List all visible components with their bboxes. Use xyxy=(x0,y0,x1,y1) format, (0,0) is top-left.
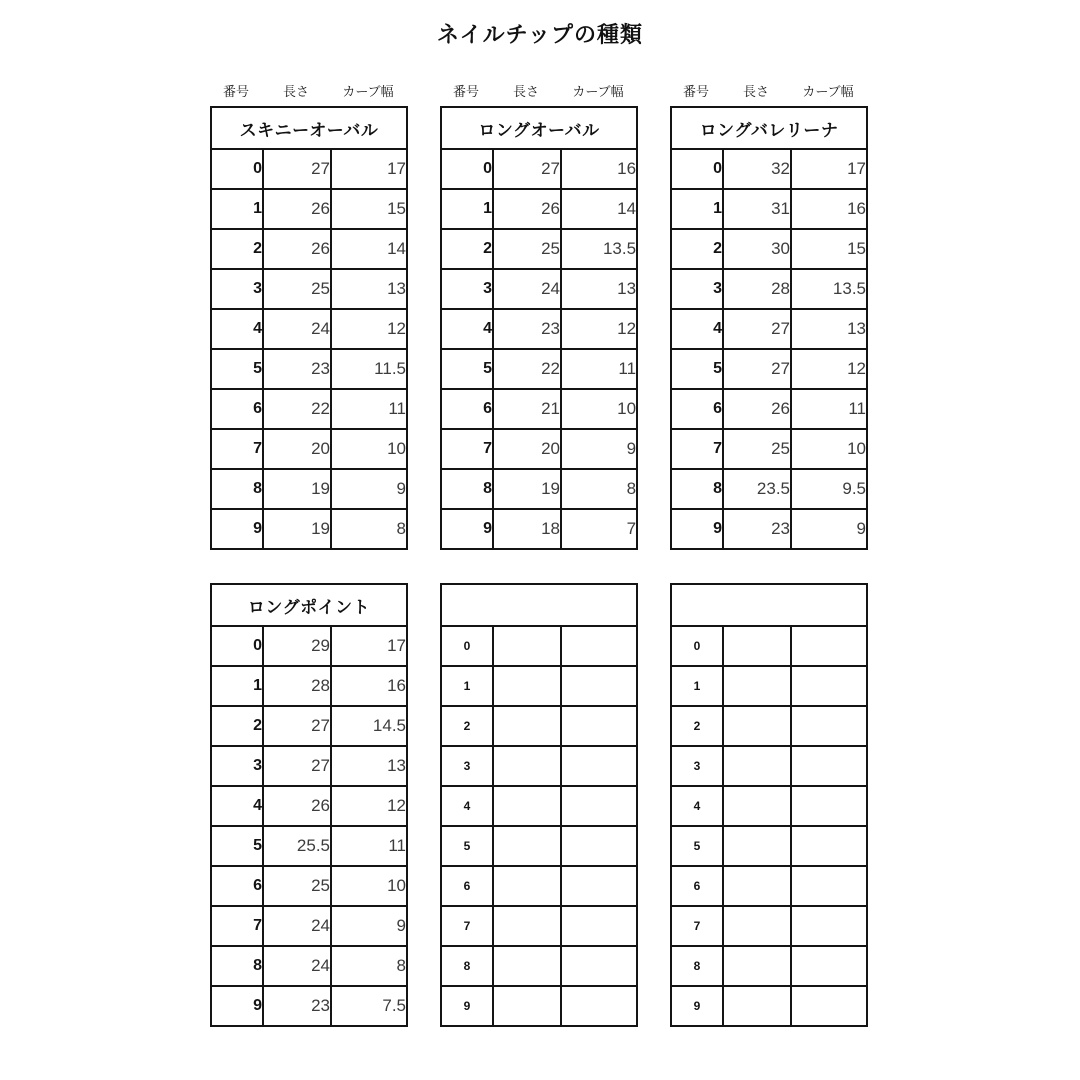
table-title xyxy=(441,584,637,626)
table-row xyxy=(211,866,407,906)
table-row xyxy=(211,746,407,786)
length-cell xyxy=(493,866,561,906)
curve-width-cell: 12 xyxy=(331,786,407,826)
row-number-cell: 8 xyxy=(441,946,493,986)
table-row xyxy=(671,269,867,309)
row-number-cell: 4 xyxy=(441,786,493,826)
length-cell: 23 xyxy=(263,349,331,389)
curve-width-cell: 16 xyxy=(561,149,637,189)
row-number-cell: 8 xyxy=(671,469,723,509)
table-row xyxy=(211,666,407,706)
table-title-row xyxy=(671,584,867,626)
table-row xyxy=(671,906,867,946)
length-cell: 25 xyxy=(723,429,791,469)
length-cell: 25.5 xyxy=(263,826,331,866)
table-row xyxy=(671,189,867,229)
column-headers xyxy=(210,80,406,100)
curve-width-cell: 9 xyxy=(331,469,407,509)
curve-width-cell xyxy=(791,786,867,826)
row-number-cell: 5 xyxy=(441,826,493,866)
curve-width-cell: 13 xyxy=(561,269,637,309)
row-number-cell: 2 xyxy=(211,229,263,269)
table-row xyxy=(211,786,407,826)
length-cell: 22 xyxy=(493,349,561,389)
length-cell: 27 xyxy=(263,706,331,746)
row-number-cell: 8 xyxy=(211,469,263,509)
table-row xyxy=(211,906,407,946)
row-number-cell: 3 xyxy=(671,746,723,786)
curve-width-cell: 17 xyxy=(331,149,407,189)
column-headers xyxy=(670,80,866,100)
length-cell xyxy=(723,666,791,706)
table-row xyxy=(671,946,867,986)
curve-width-cell xyxy=(791,826,867,866)
length-cell: 28 xyxy=(263,666,331,706)
row-number-cell: 6 xyxy=(211,866,263,906)
row-number-cell: 4 xyxy=(671,309,723,349)
row-number-cell: 0 xyxy=(211,149,263,189)
curve-width-cell xyxy=(791,746,867,786)
length-cell xyxy=(493,746,561,786)
table-skinny-oval xyxy=(210,106,408,550)
table-row xyxy=(441,229,637,269)
row-number-cell: 2 xyxy=(211,706,263,746)
row-number-cell: 4 xyxy=(211,786,263,826)
table-title xyxy=(671,584,867,626)
curve-width-cell xyxy=(791,986,867,1026)
length-cell: 24 xyxy=(493,269,561,309)
length-cell: 23 xyxy=(493,309,561,349)
curve-width-cell: 16 xyxy=(791,189,867,229)
curve-width-cell: 9 xyxy=(561,429,637,469)
table-row xyxy=(211,349,407,389)
table-row xyxy=(671,746,867,786)
row-number-cell: 0 xyxy=(671,626,723,666)
curve-width-cell xyxy=(561,706,637,746)
table-row xyxy=(441,389,637,429)
table-row xyxy=(441,866,637,906)
table-group-long-ballerina xyxy=(670,80,866,550)
table-row xyxy=(441,746,637,786)
row-number-cell: 3 xyxy=(211,269,263,309)
table-row xyxy=(441,189,637,229)
curve-width-cell: 12 xyxy=(331,309,407,349)
length-cell: 25 xyxy=(493,229,561,269)
table-row xyxy=(211,269,407,309)
row-number-cell: 4 xyxy=(671,786,723,826)
row-number-cell: 2 xyxy=(441,706,493,746)
length-cell: 26 xyxy=(263,229,331,269)
table-title-row xyxy=(671,107,867,149)
table-group-blank-1 xyxy=(440,583,636,1027)
curve-width-cell: 17 xyxy=(331,626,407,666)
curve-width-cell xyxy=(791,666,867,706)
length-cell xyxy=(493,626,561,666)
length-cell xyxy=(723,986,791,1026)
curve-width-cell: 11 xyxy=(561,349,637,389)
curve-width-cell: 10 xyxy=(331,866,407,906)
curve-width-cell xyxy=(791,626,867,666)
length-cell xyxy=(493,826,561,866)
row-number-cell: 9 xyxy=(441,509,493,549)
curve-width-cell xyxy=(561,666,637,706)
length-cell: 27 xyxy=(723,349,791,389)
column-header-curve-width: カーブ幅 xyxy=(572,84,624,99)
table-row xyxy=(671,309,867,349)
curve-width-cell: 9.5 xyxy=(791,469,867,509)
column-header-length: 長さ xyxy=(742,84,769,99)
table-row xyxy=(441,309,637,349)
length-cell: 20 xyxy=(263,429,331,469)
curve-width-cell: 10 xyxy=(561,389,637,429)
page-title: ネイルチップの種類 xyxy=(437,22,643,47)
curve-width-cell xyxy=(791,946,867,986)
curve-width-cell: 16 xyxy=(331,666,407,706)
row-number-cell: 3 xyxy=(441,269,493,309)
row-number-cell: 1 xyxy=(211,666,263,706)
table-blank-1 xyxy=(440,583,638,1027)
column-header-length: 長さ xyxy=(282,84,309,99)
curve-width-cell: 17 xyxy=(791,149,867,189)
curve-width-cell: 14 xyxy=(331,229,407,269)
length-cell: 25 xyxy=(263,269,331,309)
table-row xyxy=(671,666,867,706)
length-cell xyxy=(493,666,561,706)
table-row xyxy=(671,149,867,189)
curve-width-cell: 12 xyxy=(791,349,867,389)
table-row xyxy=(211,309,407,349)
length-cell: 32 xyxy=(723,149,791,189)
row-number-cell: 7 xyxy=(211,906,263,946)
curve-width-cell: 9 xyxy=(331,906,407,946)
table-long-ballerina xyxy=(670,106,868,550)
table-title: ロングバレリーナ xyxy=(671,107,867,149)
table-row xyxy=(211,429,407,469)
row-number-cell: 7 xyxy=(671,906,723,946)
table-title: ロングポイント xyxy=(211,584,407,626)
table-row xyxy=(441,666,637,706)
curve-width-cell: 14.5 xyxy=(331,706,407,746)
table-row xyxy=(671,986,867,1026)
curve-width-cell: 13 xyxy=(331,746,407,786)
table-row xyxy=(211,469,407,509)
column-header-length: 長さ xyxy=(512,84,539,99)
row-number-cell: 3 xyxy=(671,269,723,309)
row-number-cell: 6 xyxy=(211,389,263,429)
length-cell: 24 xyxy=(263,309,331,349)
length-cell: 26 xyxy=(493,189,561,229)
curve-width-cell: 9 xyxy=(791,509,867,549)
row-number-cell: 0 xyxy=(441,626,493,666)
length-cell xyxy=(723,866,791,906)
table-row xyxy=(671,626,867,666)
row-number-cell: 7 xyxy=(211,429,263,469)
length-cell: 31 xyxy=(723,189,791,229)
curve-width-cell: 15 xyxy=(331,189,407,229)
length-cell: 19 xyxy=(493,469,561,509)
length-cell: 26 xyxy=(263,786,331,826)
length-cell: 21 xyxy=(493,389,561,429)
curve-width-cell xyxy=(561,946,637,986)
curve-width-cell: 7.5 xyxy=(331,986,407,1026)
row-number-cell: 1 xyxy=(671,189,723,229)
row-number-cell: 8 xyxy=(441,469,493,509)
table-row xyxy=(441,509,637,549)
row-number-cell: 1 xyxy=(441,189,493,229)
table-row xyxy=(211,706,407,746)
length-cell: 26 xyxy=(723,389,791,429)
length-cell xyxy=(723,786,791,826)
table-row xyxy=(211,626,407,666)
row-number-cell: 4 xyxy=(211,309,263,349)
curve-width-cell: 13 xyxy=(331,269,407,309)
table-blank-2 xyxy=(670,583,868,1027)
table-group-long-oval xyxy=(440,80,636,550)
curve-width-cell: 14 xyxy=(561,189,637,229)
row-number-cell: 5 xyxy=(671,826,723,866)
length-cell xyxy=(493,786,561,826)
length-cell: 23 xyxy=(723,509,791,549)
column-header-number: 番号 xyxy=(222,84,249,99)
curve-width-cell: 13.5 xyxy=(561,229,637,269)
table-row xyxy=(671,349,867,389)
curve-width-cell: 13 xyxy=(791,309,867,349)
row-number-cell: 7 xyxy=(441,906,493,946)
row-number-cell: 5 xyxy=(211,826,263,866)
table-group-blank-2 xyxy=(670,583,866,1027)
table-row xyxy=(671,786,867,826)
table-row xyxy=(671,469,867,509)
curve-width-cell xyxy=(791,906,867,946)
row-number-cell: 3 xyxy=(211,746,263,786)
table-row xyxy=(211,189,407,229)
row-number-cell: 2 xyxy=(671,706,723,746)
length-cell: 27 xyxy=(263,149,331,189)
curve-width-cell xyxy=(561,746,637,786)
curve-width-cell xyxy=(561,786,637,826)
table-title-row xyxy=(211,107,407,149)
curve-width-cell xyxy=(791,706,867,746)
table-row xyxy=(671,509,867,549)
curve-width-cell: 8 xyxy=(561,469,637,509)
length-cell: 27 xyxy=(263,746,331,786)
length-cell xyxy=(493,946,561,986)
length-cell: 27 xyxy=(493,149,561,189)
curve-width-cell xyxy=(561,986,637,1026)
curve-width-cell xyxy=(561,866,637,906)
curve-width-cell: 12 xyxy=(561,309,637,349)
table-row xyxy=(211,389,407,429)
length-cell: 27 xyxy=(723,309,791,349)
row-number-cell: 2 xyxy=(441,229,493,269)
table-row xyxy=(671,706,867,746)
row-number-cell: 3 xyxy=(441,746,493,786)
length-cell xyxy=(723,746,791,786)
length-cell xyxy=(723,906,791,946)
length-cell: 22 xyxy=(263,389,331,429)
curve-width-cell: 11 xyxy=(331,389,407,429)
table-row xyxy=(211,229,407,269)
curve-width-cell: 10 xyxy=(791,429,867,469)
row-number-cell: 4 xyxy=(441,309,493,349)
row-number-cell: 1 xyxy=(671,666,723,706)
table-group-long-point xyxy=(210,583,406,1027)
table-row xyxy=(671,826,867,866)
row-number-cell: 8 xyxy=(671,946,723,986)
row-number-cell: 5 xyxy=(671,349,723,389)
row-number-cell: 0 xyxy=(671,149,723,189)
row-number-cell: 5 xyxy=(441,349,493,389)
length-cell: 20 xyxy=(493,429,561,469)
table-row xyxy=(671,866,867,906)
table-row xyxy=(441,786,637,826)
length-cell: 23.5 xyxy=(723,469,791,509)
column-header-curve-width: カーブ幅 xyxy=(342,84,394,99)
column-header-curve-width: カーブ幅 xyxy=(802,84,854,99)
length-cell: 30 xyxy=(723,229,791,269)
curve-width-cell: 13.5 xyxy=(791,269,867,309)
table-title-row xyxy=(441,584,637,626)
table-row xyxy=(441,349,637,389)
row-number-cell: 6 xyxy=(671,389,723,429)
table-row xyxy=(671,229,867,269)
row-number-cell: 0 xyxy=(211,626,263,666)
length-cell: 25 xyxy=(263,866,331,906)
curve-width-cell xyxy=(791,866,867,906)
row-number-cell: 2 xyxy=(671,229,723,269)
table-row xyxy=(441,986,637,1026)
row-number-cell: 0 xyxy=(441,149,493,189)
table-row xyxy=(211,946,407,986)
table-long-point xyxy=(210,583,408,1027)
length-cell: 24 xyxy=(263,946,331,986)
curve-width-cell xyxy=(561,906,637,946)
table-row xyxy=(211,826,407,866)
curve-width-cell: 11 xyxy=(791,389,867,429)
curve-width-cell: 15 xyxy=(791,229,867,269)
row-number-cell: 9 xyxy=(211,509,263,549)
row-number-cell: 1 xyxy=(441,666,493,706)
table-row xyxy=(441,149,637,189)
curve-width-cell: 7 xyxy=(561,509,637,549)
table-row xyxy=(441,269,637,309)
table-title-row xyxy=(211,584,407,626)
row-number-cell: 9 xyxy=(211,986,263,1026)
length-cell: 28 xyxy=(723,269,791,309)
table-title-row xyxy=(441,107,637,149)
curve-width-cell: 11 xyxy=(331,826,407,866)
column-header-number: 番号 xyxy=(682,84,709,99)
row-number-cell: 9 xyxy=(441,986,493,1026)
table-row xyxy=(441,429,637,469)
table-row xyxy=(441,906,637,946)
table-row xyxy=(671,389,867,429)
length-cell: 24 xyxy=(263,906,331,946)
curve-width-cell: 11.5 xyxy=(331,349,407,389)
length-cell: 29 xyxy=(263,626,331,666)
table-group-skinny-oval xyxy=(210,80,406,550)
curve-width-cell: 8 xyxy=(331,946,407,986)
row-number-cell: 6 xyxy=(441,389,493,429)
length-cell: 26 xyxy=(263,189,331,229)
row-number-cell: 6 xyxy=(441,866,493,906)
length-cell xyxy=(493,906,561,946)
length-cell: 18 xyxy=(493,509,561,549)
table-row xyxy=(671,429,867,469)
table-long-oval xyxy=(440,106,638,550)
column-headers xyxy=(440,80,636,100)
length-cell xyxy=(723,946,791,986)
length-cell xyxy=(493,706,561,746)
table-row xyxy=(441,946,637,986)
row-number-cell: 7 xyxy=(671,429,723,469)
length-cell: 19 xyxy=(263,469,331,509)
length-cell xyxy=(723,706,791,746)
table-row xyxy=(441,706,637,746)
row-number-cell: 9 xyxy=(671,986,723,1026)
table-row xyxy=(441,469,637,509)
length-cell xyxy=(493,986,561,1026)
table-row xyxy=(211,509,407,549)
row-number-cell: 5 xyxy=(211,349,263,389)
length-cell: 23 xyxy=(263,986,331,1026)
table-row xyxy=(211,986,407,1026)
table-title: ロングオーバル xyxy=(441,107,637,149)
row-number-cell: 9 xyxy=(671,509,723,549)
table-row xyxy=(441,826,637,866)
curve-width-cell xyxy=(561,826,637,866)
curve-width-cell: 10 xyxy=(331,429,407,469)
row-number-cell: 8 xyxy=(211,946,263,986)
curve-width-cell: 8 xyxy=(331,509,407,549)
table-row xyxy=(441,626,637,666)
row-number-cell: 7 xyxy=(441,429,493,469)
row-number-cell: 1 xyxy=(211,189,263,229)
row-number-cell: 6 xyxy=(671,866,723,906)
length-cell xyxy=(723,626,791,666)
curve-width-cell xyxy=(561,626,637,666)
column-header-number: 番号 xyxy=(452,84,479,99)
length-cell xyxy=(723,826,791,866)
table-row xyxy=(211,149,407,189)
length-cell: 19 xyxy=(263,509,331,549)
table-title: スキニーオーバル xyxy=(211,107,407,149)
